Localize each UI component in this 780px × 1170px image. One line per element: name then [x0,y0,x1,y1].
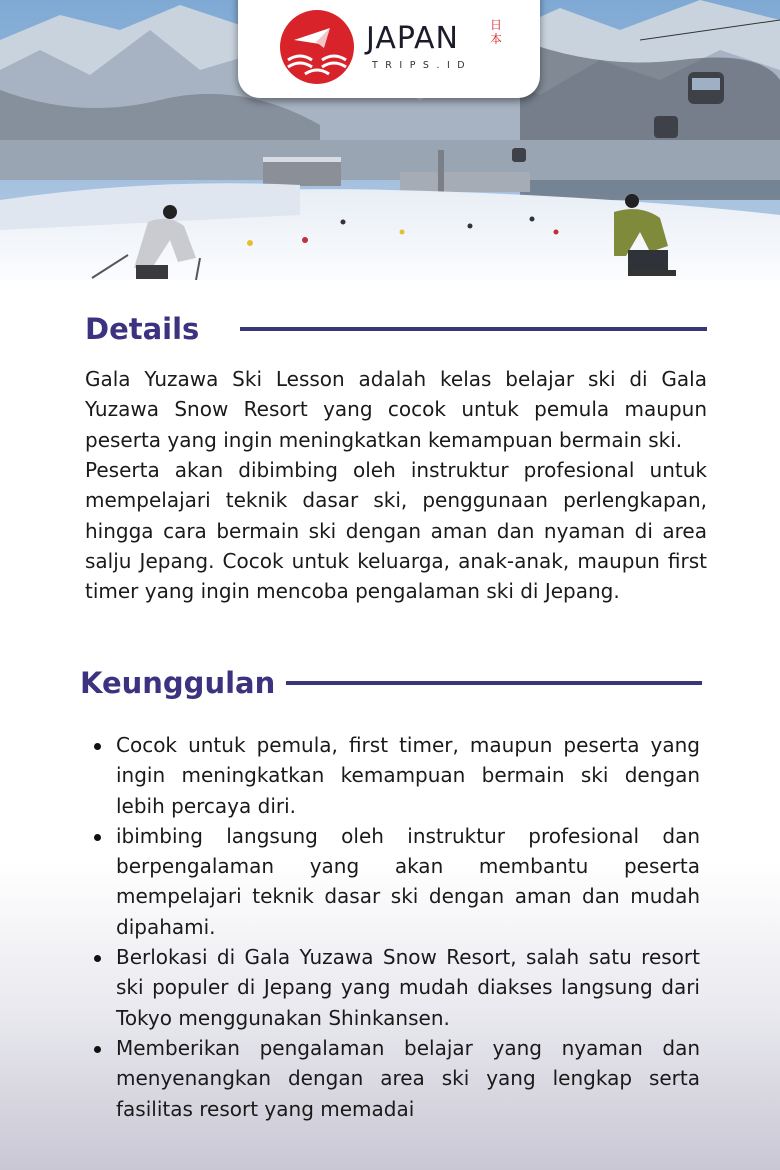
bullet-icon [94,1046,101,1053]
list-item: ibimbing langsung oleh instruktur profesional dan berpengalaman yang akan membantu peserta mempelajari teknik dasar ski dengan aman dan mudah dipahami. [94,821,700,942]
logo-subtext: TRIPS.ID [372,60,473,71]
list-item: Memberikan pengalaman belajar yang nyaman dan menyenangkan dengan area ski yang lengkap serta fasilitas resort yang memadai [94,1033,700,1124]
japantrips-logo-icon [280,10,354,84]
logo-kanji: 日本 [489,18,502,46]
bullet-icon [94,834,101,841]
hero-photo [0,0,780,280]
details-paragraph-2: Peserta akan dibimbing oleh instruktur profesional untuk mempelajari teknik dasar ski, penggunaan perlengkapan, hingga cara bermain ski dengan aman dan nyaman di area salju Jepang. Cocok untuk keluarga, anak-anak, maupun first timer yang ingin mencoba pengalaman ski di Jepang. [85,458,707,604]
details-title: Details [85,312,200,346]
keunggulan-list [94,730,700,1124]
keunggulan-title-rule [286,681,702,685]
bullet-icon [94,743,101,750]
list-item: Berlokasi di Gala Yuzawa Snow Resort, salah satu resort ski populer di Jepang yang mudah diakses langsung dari Tokyo menggunakan Shinkansen. [94,942,700,1033]
list-item: Cocok untuk pemula, first timer, maupun peserta yang ingin meningkatkan kemampuan bermain ski dengan lebih percaya diri. [94,730,700,821]
bullet-icon [94,955,101,962]
logo-wordmark: JAPAN [366,21,459,56]
details-paragraph-1: Gala Yuzawa Ski Lesson adalah kelas belajar ski di Gala Yuzawa Snow Resort yang cocok untuk pemula maupun peserta yang ingin meningkatkan kemampuan bermain ski. [85,367,707,452]
keunggulan-title: Keunggulan [80,666,276,700]
details-title-rule [240,327,707,331]
logo-card [238,0,540,98]
